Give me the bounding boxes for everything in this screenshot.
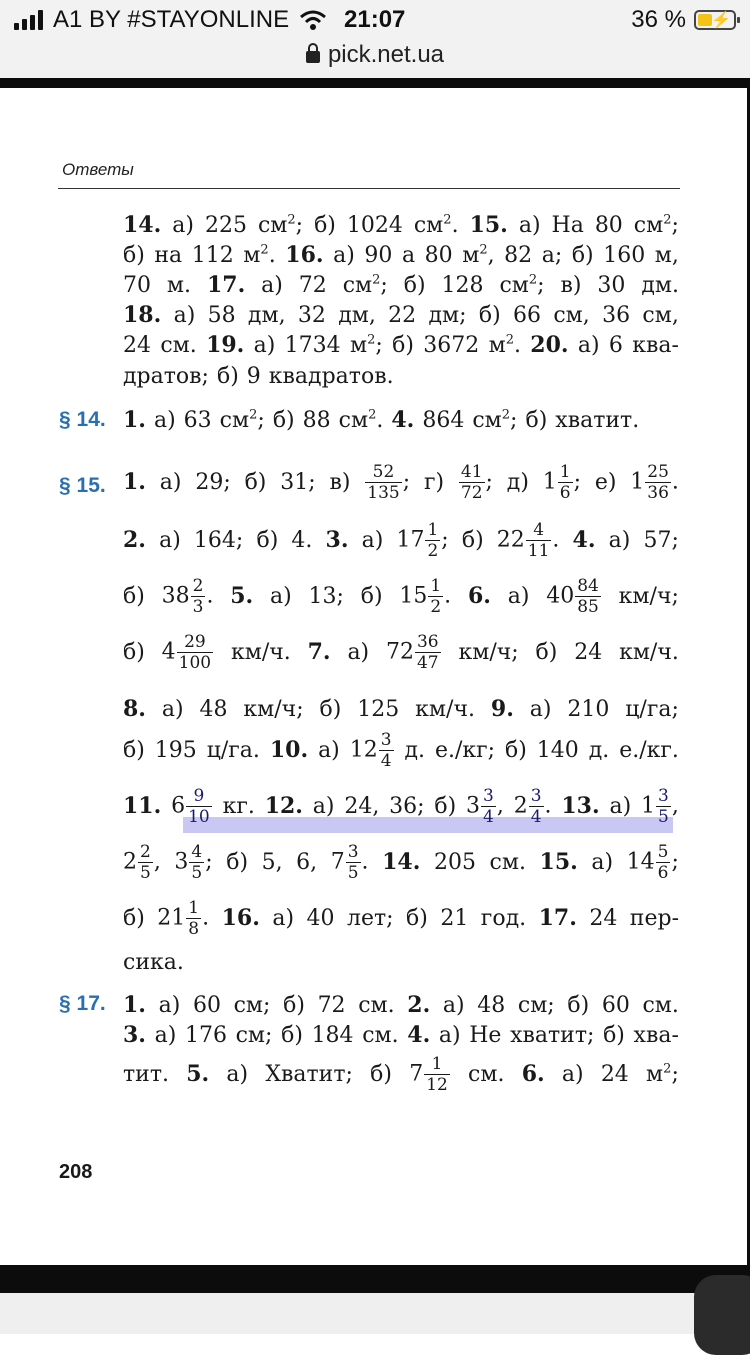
answer-line: 70 м. 17. а) 72 $см^2$; б) 128 $см^2$; в) 30 дм. — [123, 272, 679, 298]
section-label: § 17. — [59, 992, 106, 1015]
url-text: pick.net.ua — [327, 41, 445, 68]
screen-border-bottom — [0, 1265, 750, 1293]
answer-line: 24 см. 19. а) 1734 $м^2$; б) 3672 $м^2$. 20. а) 6 ква- — [123, 332, 679, 358]
answer-line: 8. а) 48 км/ч; б) 125 км/ч. 9. а) 210 ц/га; — [123, 696, 679, 722]
screen-border — [0, 78, 750, 88]
page-header: Ответы — [62, 160, 134, 179]
header-rule — [58, 188, 680, 189]
battery-icon: ⚡ — [694, 10, 736, 30]
answer-line: б) 38 $\frac{2}{3}$ . 5. а) 13; б) 15 $\frac{1}{2}$ . 6. а) 40 $\frac{84}{85}$ км/ч; — [123, 576, 679, 617]
battery-percent: 36 % — [631, 6, 686, 33]
page-number: 208 — [59, 1161, 93, 1183]
answer-line: 1. а) 63 $см^2$; б) 88 $см^2$. 4. 864 $см^2$; б) хватит. — [123, 407, 640, 433]
answer-line: б) 21 $\frac{1}{8}$ . 16. а) 40 лет; б) 21 год. 17. 24 пер- — [123, 898, 679, 939]
answer-line: 3. а) 176 см; б) 184 см. 4. а) Не хватит; б) хва- — [123, 1022, 679, 1048]
clock: 21:07 — [344, 6, 406, 33]
floating-button[interactable] — [694, 1275, 750, 1355]
answer-line: сика. — [123, 950, 184, 975]
answer-line: 2. а) 164; б) 4. 3. а) 17 $\frac{1}{2}$ ; б) 22 $\frac{4}{11}$ . 4. а) 57; — [123, 520, 679, 561]
browser-toolbar — [0, 1293, 750, 1334]
answer-line: 18. а) 58 дм, 32 дм, 22 дм; б) 66 см, 36 см, — [123, 302, 679, 328]
answer-line: 1. а) 60 см; б) 72 см. 2. а) 48 см; б) 60 см. — [123, 992, 679, 1018]
carrier-label: A1 BY #STAYONLINE — [53, 6, 290, 33]
answer-line: б) 4 $\frac{29}{100}$ км/ч. 7. а) 72 $\frac{36}{47}$ км/ч; б) 24 км/ч. — [123, 632, 679, 673]
section-label: § 14. — [59, 408, 106, 431]
answer-line: тит. 5. а) Хватит; б) 7 $\frac{1}{12}$ см. 6. а) 24 $м^2$; — [123, 1054, 679, 1095]
wifi-icon — [299, 9, 327, 31]
answer-line: 2 $\frac{2}{5}$ , 3 $\frac{4}{5}$ ; б) 5, 6, 7 $\frac{3}{5}$ . 14. 205 см. 15. а) 14 $\frac{5}{6}$ ; — [123, 842, 679, 883]
answer-line: б) 195 ц/га. 10. а) 12 $\frac{3}{4}$ д. е./кг; б) 140 д. е./кг. — [123, 730, 679, 771]
status-bar — [0, 0, 750, 40]
url-bar[interactable] — [0, 40, 750, 78]
answer-line: 1. а) 29; б) 31; в) $\frac{52}{135}$ ; г) $\frac{41}{72}$ ; д) 1 $\frac{1}{6}$ ; е) 1 $\frac{25}{36}$ . — [123, 462, 679, 503]
lock-icon — [306, 51, 320, 63]
signal-icon — [14, 10, 43, 30]
answer-line: б) на 112 $м^2$. 16. а) 90 а 80 $м^2$, 82 а; б) 160 м, — [123, 242, 679, 268]
section-label: § 15. — [59, 474, 106, 497]
answer-line: 14. а) 225 $см^2$; б) 1024 $см^2$. 15. а) На 80 $см^2$; — [123, 212, 679, 238]
answer-line: 11. 6 $\frac{9}{10}$ кг. 12. а) 24, 36; б) 3 $\frac{3}{4}$ , 2 $\frac{3}{4}$ . 13. а) 1 $\frac{3}{5}$ , — [123, 786, 679, 827]
answer-line: дратов; б) 9 квадратов. — [123, 364, 394, 389]
